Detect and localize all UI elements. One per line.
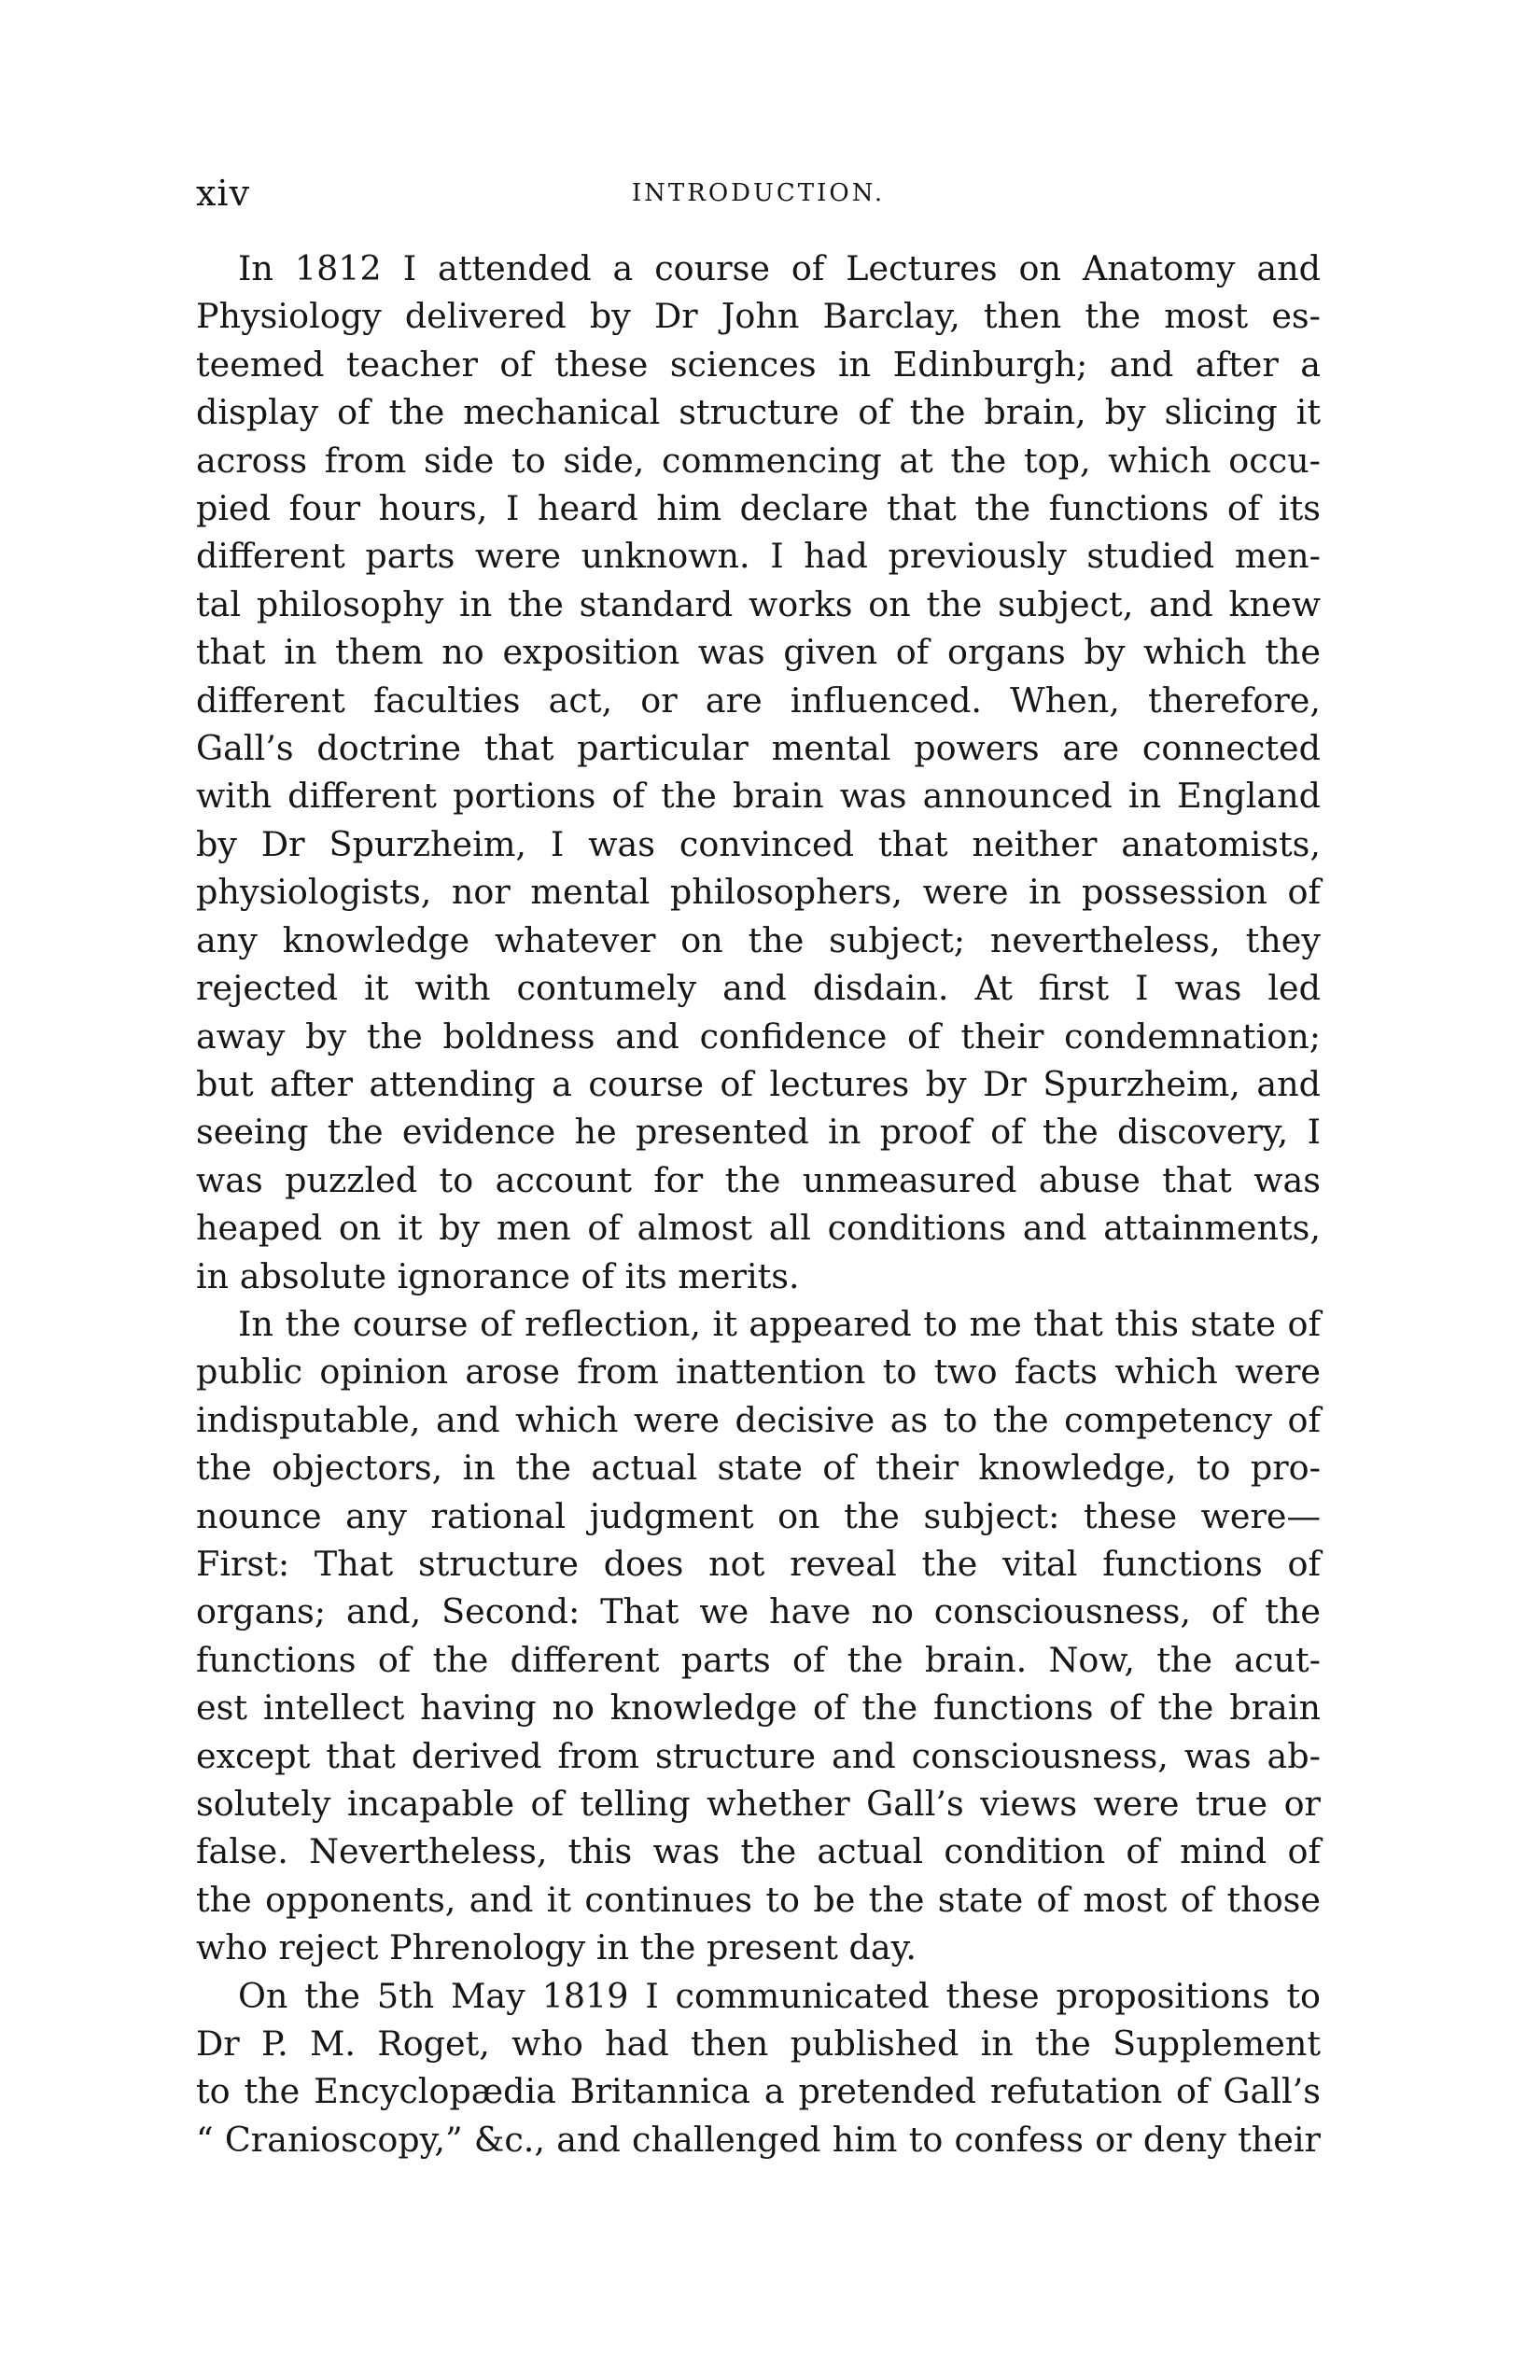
text-line: Dr P. M. Roget, who had then published in the Supplement [196, 2023, 1321, 2065]
text-line: heaped on it by men of almost all conditions and attainments, [196, 1208, 1321, 1249]
text-line: First: That structure does not reveal the vital functions of [196, 1543, 1321, 1584]
text-line: solutely incapable of telling whether Gall’s views were true or [196, 1784, 1321, 1824]
text-line: tal philosophy in the standard works on the subject, and knew [196, 583, 1321, 624]
text-line: On the 5th May 1819 I communicated these propositions to [238, 1975, 1321, 2016]
text-line: to the Encyclopædia Britannica a pretended refutation of Gall’s [196, 2071, 1321, 2112]
running-title: INTRODUCTION. [631, 179, 886, 207]
text-line: who reject Phrenology in the present day. [196, 1927, 917, 1968]
text-line: physiologists, nor mental philosophers, were in possession of [196, 872, 1321, 913]
text-line: rejected it with contumely and disdain. At first I was led [196, 968, 1321, 1009]
text-line: false. Nevertheless, this was the actual condition of mind of [196, 1831, 1321, 1872]
text-line: est intellect having no knowledge of the functions of the brain [196, 1687, 1321, 1729]
text-line: the opponents, and it continues to be the state of most of those [196, 1879, 1321, 1920]
text-line: that in them no exposition was given of organs by which the [196, 632, 1321, 673]
text-line: seeing the evidence he presented in proof of the discovery, I [196, 1112, 1321, 1153]
text-line: by Dr Spurzheim, I was convinced that neither anatomists, [196, 823, 1321, 864]
text-line: but after attending a course of lectures by Dr Spurzheim, and [196, 1063, 1321, 1104]
running-head [196, 170, 1321, 217]
text-line: Physiology delivered by Dr John Barclay, then the most es- [196, 296, 1321, 337]
page-number: xiv [196, 173, 251, 214]
text-line: any knowledge whatever on the subject; nevertheless, they [196, 919, 1321, 960]
text-line: public opinion arose from inattention to two facts which were [196, 1351, 1321, 1393]
text-line: In 1812 I attended a course of Lectures on Anatomy and [238, 248, 1321, 288]
text-line: indisputable, and which were decisive as to the competency of [196, 1399, 1321, 1440]
text-line: the objectors, in the actual state of their knowledge, to pro- [196, 1448, 1321, 1489]
text-line: different parts were unknown. I had previously studied men- [196, 536, 1321, 577]
text-line: display of the mechanical structure of the brain, by slicing it [196, 392, 1321, 433]
text-line: teemed teacher of these sciences in Edinburgh; and after a [196, 343, 1321, 385]
text-line: in absolute ignorance of its merits. [196, 1255, 800, 1296]
text-line: was puzzled to account for the unmeasured abuse that was [196, 1159, 1321, 1200]
text-line: different faculties act, or are influenced. When, therefore, [196, 679, 1321, 721]
text-line: across from side to side, commencing at the top, which occu- [196, 440, 1321, 481]
text-line: “ Cranioscopy,” &c., and challenged him to confess or deny their [196, 2119, 1321, 2160]
text-line: with different portions of the brain was announced in England [196, 776, 1321, 817]
text-line: organs; and, Second: That we have no consciousness, of the [196, 1591, 1321, 1632]
text-line: nounce any rational judgment on the subject: these were— [196, 1495, 1321, 1536]
text-line: Gall’s doctrine that particular mental powers are connected [196, 728, 1321, 769]
text-line: In the course of reflection, it appeared to me that this state of [238, 1303, 1321, 1344]
text-line: away by the boldness and confidence of their condemnation; [196, 1015, 1321, 1057]
text-line: functions of the different parts of the brain. Now, the acut- [196, 1639, 1321, 1680]
text-line: except that derived from structure and consciousness, was ab- [196, 1735, 1321, 1776]
body-text [196, 245, 1321, 2163]
text-line: pied four hours, I heard him declare that the functions of its [196, 488, 1321, 529]
